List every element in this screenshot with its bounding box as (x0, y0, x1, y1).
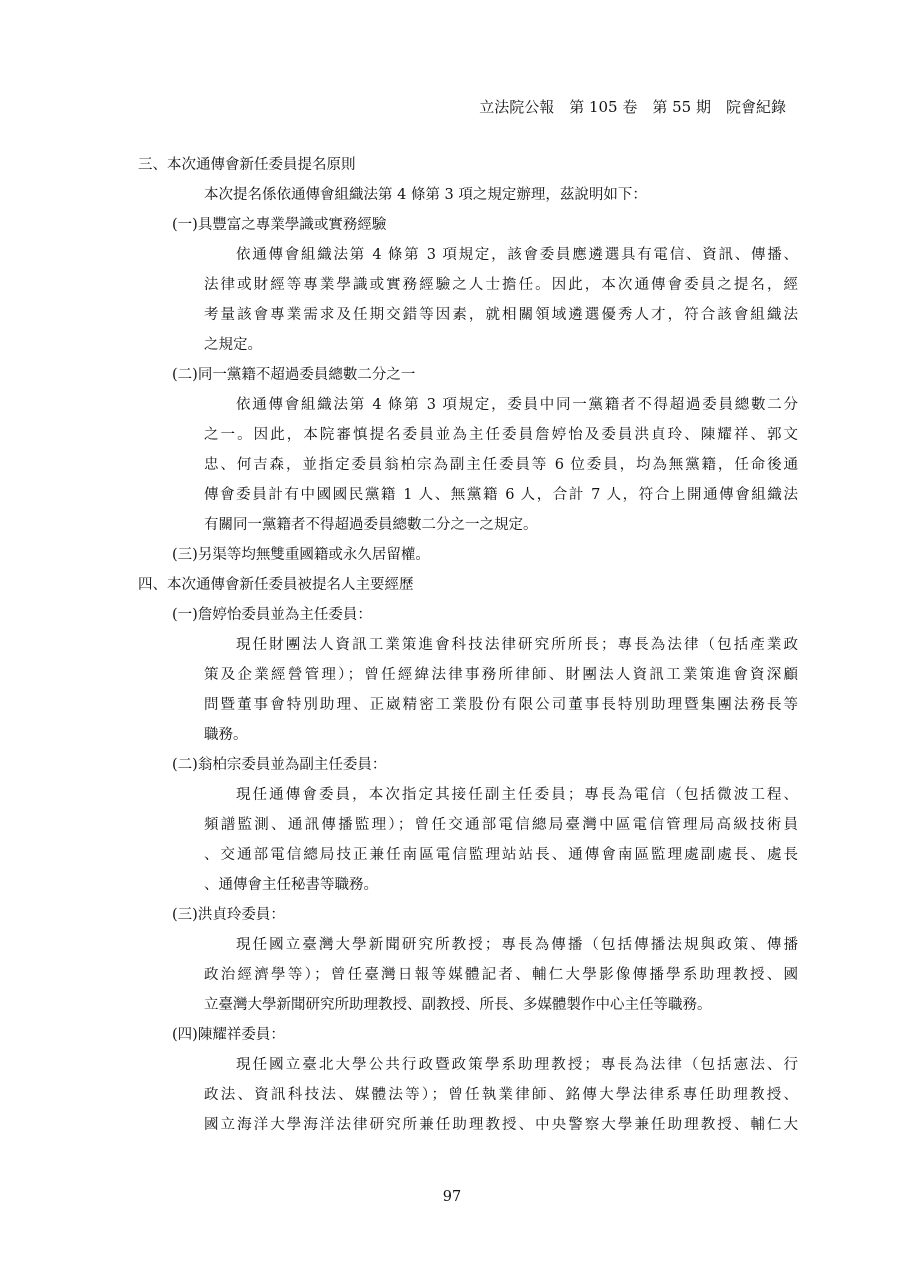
section-heading: 四、本次通傳會新任委員被提名人主要經歷 (138, 577, 414, 593)
running-header: 立法院公報 第 105 卷 第 55 期 院會紀錄 (479, 98, 786, 116)
subsection-heading: (四)陳耀祥委員： (172, 1027, 285, 1043)
paragraph-line: 現任國立臺灣大學新聞研究所教授；專長為傳播（包括傳播法規與政策、傳播 (236, 937, 798, 953)
paragraph-line: 策及企業經營管理）；曾任經緯法律事務所律師、財團法人資訊工業策進會資深顧 (204, 667, 798, 683)
subsection-heading: (一)具豐富之專業學識或實務經驗 (172, 217, 387, 233)
intro-line: 本次提名係依通傳會組織法第 4 條第 3 項之規定辦理，茲說明如下： (204, 187, 647, 203)
paragraph-line: 政治經濟學等）；曾任臺灣日報等媒體記者、輔仁大學影像傳播學系助理教授、國 (204, 967, 798, 983)
paragraph-line: 有關同一黨籍者不得超過委員總數二分之一之規定。 (204, 517, 538, 533)
paragraph-line: 頻譜監測、通訊傳播監理）；曾任交通部電信總局臺灣中區電信管理局高級技術員 (204, 817, 798, 833)
subsection-heading: (一)詹婷怡委員並為主任委員： (172, 607, 372, 623)
subsection-heading: (二)同一黨籍不超過委員總數二分之一 (172, 367, 416, 383)
paragraph-line: 傳會委員計有中國國民黨籍 1 人、無黨籍 6 人，合計 7 人，符合上開通傳會組織法 (204, 487, 798, 503)
paragraph-line: 依通傳會組織法第 4 條第 3 項規定，委員中同一黨籍者不得超過委員總數二分 (236, 397, 798, 413)
paragraph-line: 依通傳會組織法第 4 條第 3 項規定，該會委員應遴選具有電信、資訊、傳播、 (236, 247, 798, 263)
paragraph-line: 現任通傳會委員，本次指定其接任副主任委員；專長為電信（包括微波工程、 (236, 787, 798, 803)
paragraph-line: 忠、何吉森，並指定委員翁柏宗為副主任委員等 6 位委員，均為無黨籍，任命後通 (204, 457, 798, 473)
paragraph-line: 之規定。 (204, 337, 262, 353)
paragraph-line: 、交通部電信總局技正兼任南區電信監理站站長、通傳會南區監理處副處長、處長 (204, 847, 798, 863)
subsection-heading: (三)另渠等均無雙重國籍或永久居留權。 (172, 547, 430, 563)
subsection-heading: (三)洪貞玲委員： (172, 907, 285, 923)
paragraph-line: 現任國立臺北大學公共行政暨政策學系助理教授；專長為法律（包括憲法、行 (236, 1057, 798, 1073)
paragraph-line: 法律或財經等專業學識或實務經驗之人士擔任。因此，本次通傳會委員之提名，經 (204, 277, 798, 293)
subsection-heading: (二)翁柏宗委員並為副主任委員： (172, 757, 387, 773)
paragraph-line: 職務。 (204, 727, 248, 743)
paragraph-line: 之一。因此，本院審慎提名委員並為主任委員詹婷怡及委員洪貞玲、陳耀祥、郭文 (204, 427, 798, 443)
page-number: 97 (442, 1189, 462, 1205)
page-body (138, 150, 798, 1140)
paragraph-line: 問暨董事會特別助理、正崴精密工業股份有限公司董事長特別助理暨集團法務長等 (204, 697, 798, 713)
paragraph-line: 立臺灣大學新聞研究所助理教授、副教授、所長、多媒體製作中心主任等職務。 (204, 997, 712, 1013)
paragraph-line: 考量該會專業需求及任期交錯等因素，就相關領域遴選優秀人才，符合該會組織法 (204, 307, 798, 323)
section-heading: 三、本次通傳會新任委員提名原則 (138, 157, 356, 173)
paragraph-line: 現任財團法人資訊工業策進會科技法律研究所所長；專長為法律（包括產業政 (236, 637, 798, 653)
paragraph-line: 國立海洋大學海洋法律研究所兼任助理教授、中央警察大學兼任助理教授、輔仁大 (204, 1117, 798, 1133)
paragraph-line: 政法、資訊科技法、媒體法等）；曾任執業律師、銘傳大學法律系專任助理教授、 (204, 1087, 798, 1103)
paragraph-line: 、通傳會主任秘書等職務。 (204, 877, 378, 893)
